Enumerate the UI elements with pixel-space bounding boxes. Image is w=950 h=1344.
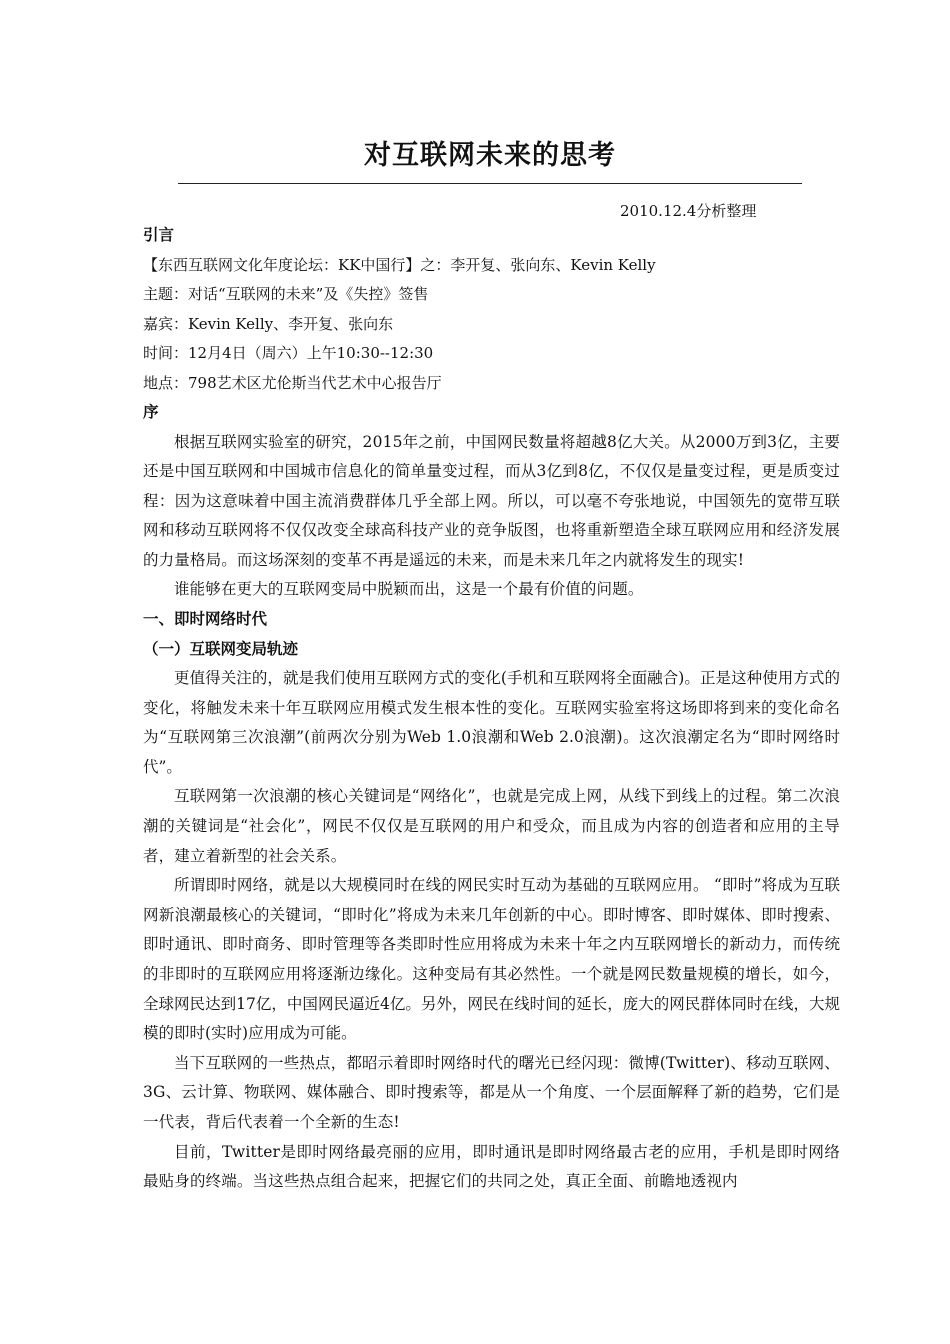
info-line-time: 时间：12月4日（周六）上午10:30--12:30	[143, 344, 434, 362]
date-line: 2010.12.4分析整理	[620, 202, 757, 220]
info-line-forum: 【东西互联网文化年度论坛：KK中国行】之：李开复、张向东、Kevin Kelly	[143, 255, 656, 274]
body-paragraph: 目前，Twitter是即时网络最亮丽的应用，即时通讯是即时网络最古老的应用，手机是即时网络最贴身的终端。当这些热点组合起来，把握它们的共同之处，真正全面、前瞻地透视内	[143, 1142, 840, 1191]
info-line-topic: 主题：对话“互联网的未来”及《失控》签售	[143, 285, 429, 303]
event-info	[143, 251, 840, 399]
document-title: 对互联网未来的思考	[364, 140, 616, 171]
body-paragraph: 当下互联网的一些热点，都昭示着即时网络时代的曙光已经闪现：微博(Twitter)、移动互联网、3G、云计算、物联网、媒体融合、即时搜索等，都是从一个角度、一个层面解释了新的趋势，它们是一代表，背后代表着一个全新的生态!	[143, 1053, 840, 1131]
preface-paragraph: 根据互联网实验室的研究，2015年之前，中国网民数量将超越8亿大关。从2000万到3亿，主要还是中国互联网和中国城市信息化的简单量变过程，而从3亿到8亿，不仅仅是量变过程，更是质变过程：因为这意味着中国主流消费群体几乎全部上网。所以，可以毫不夸张地说，中国领先的宽带互联网和移动互联网将不仅仅改变全球高科技产业的竞争版图，也将重新塑造全球互联网应用和经济发展的力量格局。而这场深刻的变革不再是遥远的未来，而是未来几年之内就将发生的现实!	[143, 432, 840, 569]
preface-heading: 序	[143, 403, 159, 421]
intro-heading: 引言	[143, 226, 175, 244]
body-paragraph: 互联网第一次浪潮的核心关键词是“网络化”，也就是完成上网，从线下到线上的过程。第二次浪潮的关键词是“社会化”，网民不仅仅是互联网的用户和受众，而且成为内容的创造者和应用的主导者，建立着新型的社会关系。	[143, 787, 840, 865]
body-paragraph: 所谓即时网络，就是以大规模同时在线的网民实时互动为基础的互联网应用。 “即时”将成为互联网新浪潮最核心的关键词，“即时化”将成为未来几年创新的中心。即时博客、即时媒体、即时搜索、即时通讯、即时商务、即时管理等各类即时性应用将成为未来十年之内互联网增长的新动力，而传统的非即时的互联网应用将逐渐边缘化。这种变局有其必然性。一个就是网民数量规模的增长，如今，全球网民达到17亿，中国网民逼近4亿。另外，网民在线时间的延长，庞大的网民群体同时在线，大规模的即时(实时)应用成为可能。	[143, 876, 840, 1043]
info-line-guests: 嘉宾：Kevin Kelly、李开复、张向东	[143, 314, 394, 333]
body-paragraph: 更值得关注的，就是我们使用互联网方式的变化(手机和互联网将全面融合)。正是这种使用方式的变化，将触发未来十年互联网应用模式发生根本性的变化。互联网实验室将这场即将到来的变化命名为“互联网第三次浪潮”(前两次分别为Web 1.0浪潮和Web 2.0浪潮)。这次浪潮定名为“即时网络时代”。	[143, 669, 840, 776]
section-heading: 一、即时网络时代	[143, 610, 268, 629]
document-body	[143, 221, 840, 1197]
info-line-location: 地点：798艺术区尤伦斯当代艺术中心报告厅	[143, 373, 442, 392]
title-underline	[178, 183, 802, 184]
preface-paragraph: 谁能够在更大的互联网变局中脱颖而出，这是一个最有价值的问题。	[174, 580, 644, 599]
subsection-heading: （一）互联网变局轨迹	[143, 639, 299, 658]
